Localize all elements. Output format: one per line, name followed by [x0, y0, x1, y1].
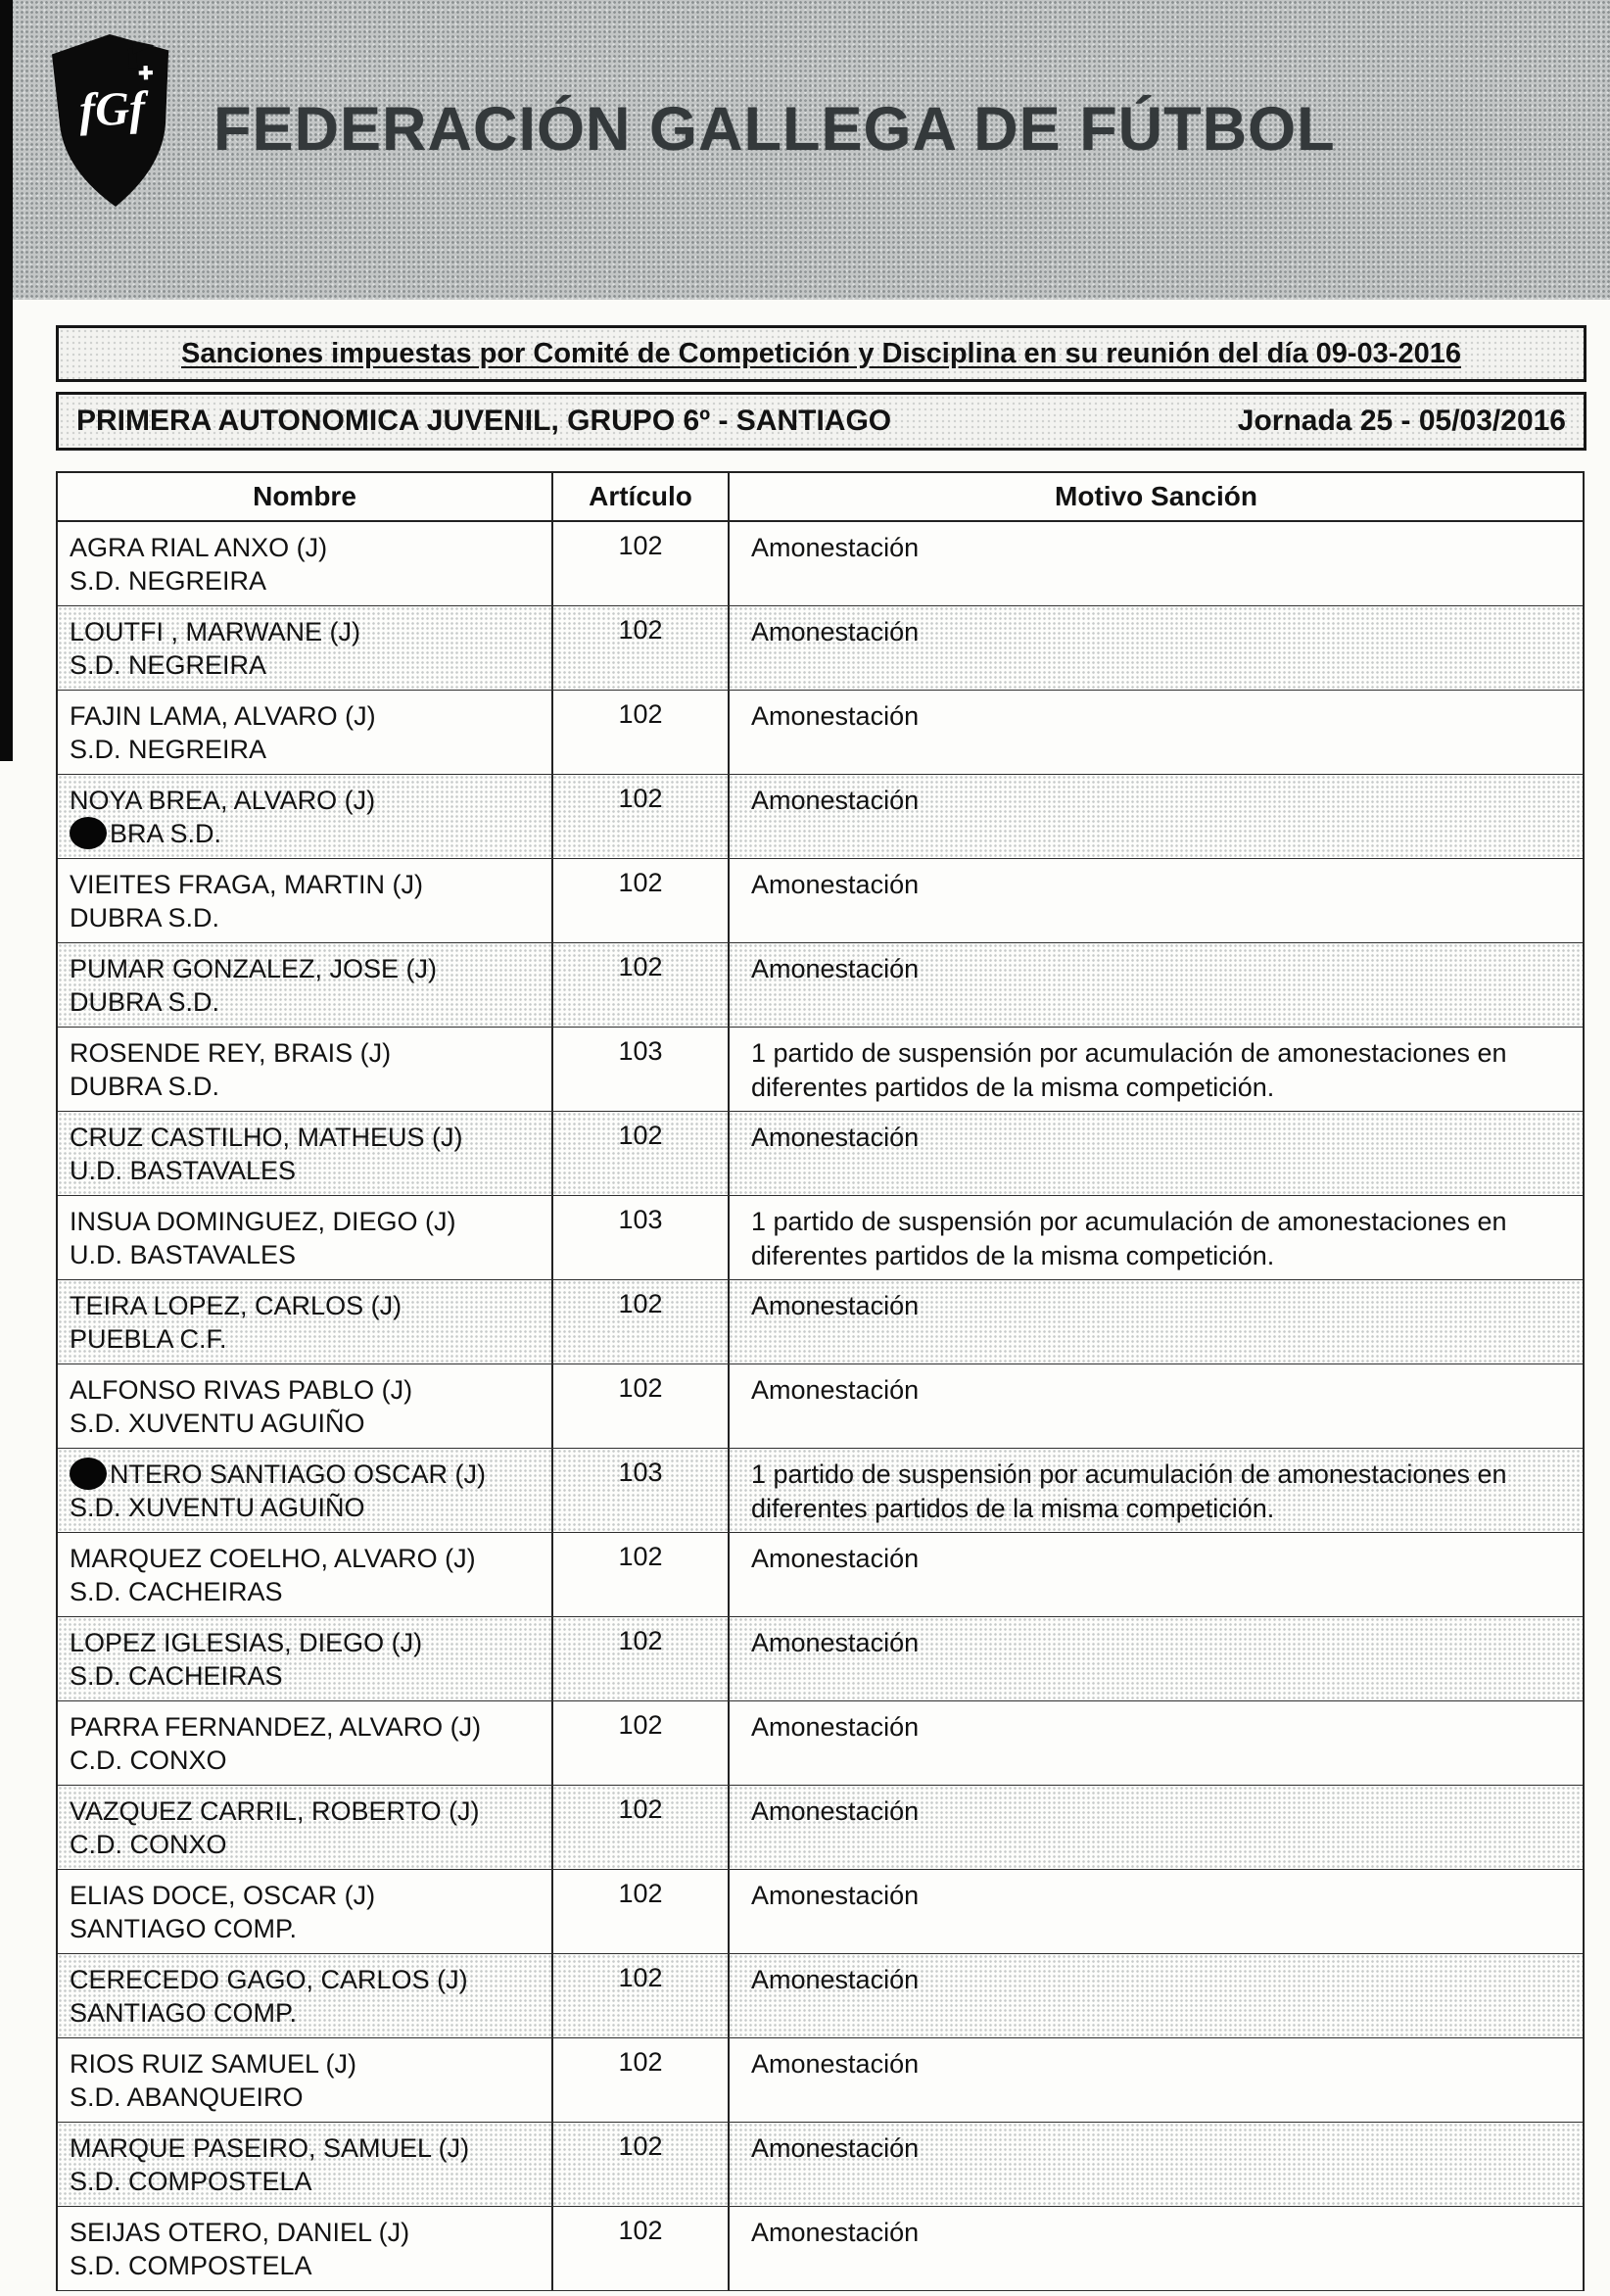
sanction-motive: Amonestación [751, 1375, 920, 1405]
name-cell [58, 1954, 551, 2037]
sanction-row [58, 859, 1583, 943]
sanction-row [58, 775, 1583, 859]
player-name: NTERO SANTIAGO OSCAR (J) [70, 1458, 544, 1491]
sanction-motive: Amonestación [751, 870, 920, 899]
sanction-row [58, 1364, 1583, 1449]
player-name: ELIAS DOCE, OSCAR (J) [70, 1881, 376, 1910]
club-name: S.D. XUVENTU AGUIÑO [70, 1493, 365, 1522]
article-number: 102 [551, 1112, 730, 1195]
name-cell [58, 1364, 551, 1448]
club-name: S.D. COMPOSTELA [70, 2167, 312, 2196]
sanction-motive: Amonestación [751, 954, 920, 983]
player-name: MARQUEZ COELHO, ALVARO (J) [70, 1544, 476, 1573]
name-cell [58, 1701, 551, 1785]
article-number: 102 [551, 859, 730, 942]
club-name: C.D. CONXO [70, 1830, 227, 1859]
federation-logo-icon [40, 27, 185, 215]
sanction-row [58, 2038, 1583, 2123]
sanction-motive: Amonestación [751, 1123, 920, 1152]
article-number: 102 [551, 1280, 730, 1363]
sanction-row [58, 1112, 1583, 1196]
scan-edge-artifact [0, 0, 13, 761]
competition-name: PRIMERA AUTONOMICA JUVENIL, GRUPO 6º - SANTIAGO [76, 405, 892, 437]
name-cell [58, 522, 551, 605]
org-name: FEDERACIÓN GALLEGA DE FÚTBOL [213, 95, 1336, 164]
sanction-motive: Amonestación [751, 1965, 920, 1994]
name-cell [58, 1112, 551, 1195]
sanction-row [58, 1617, 1583, 1701]
svg-text:fGf: fGf [78, 82, 147, 137]
club-name: S.D. COMPOSTELA [70, 2251, 312, 2280]
sanction-motive: Amonestación [751, 533, 920, 562]
sanction-motive: Amonestación [751, 2049, 920, 2079]
club-name: S.D. CACHEIRAS [70, 1577, 283, 1606]
club-name: S.D. NEGREIRA [70, 566, 267, 596]
player-name: ALFONSO RIVAS PABLO (J) [70, 1375, 413, 1405]
sanction-row [58, 2123, 1583, 2207]
competition-box [56, 392, 1586, 451]
sanction-row [58, 1449, 1583, 1533]
name-cell [58, 1449, 551, 1532]
name-cell [58, 691, 551, 774]
sanction-row [58, 691, 1583, 775]
name-cell [58, 2207, 551, 2290]
club-name: DUBRA S.D. [70, 1072, 220, 1101]
name-cell [58, 859, 551, 942]
sanction-row [58, 1196, 1583, 1280]
player-name: PUMAR GONZALEZ, JOSE (J) [70, 954, 438, 983]
name-cell [58, 606, 551, 690]
sanction-row [58, 1533, 1583, 1617]
sanction-row [58, 1954, 1583, 2038]
article-number: 102 [551, 522, 730, 605]
player-name: LOUTFI , MARWANE (J) [70, 617, 360, 646]
sanction-row [58, 1028, 1583, 1112]
club-name: S.D. NEGREIRA [70, 735, 267, 764]
name-cell [58, 2038, 551, 2122]
sanction-row [58, 1701, 1583, 1786]
sanction-motive: Amonestación [751, 1796, 920, 1826]
article-number: 102 [551, 775, 730, 858]
article-number: 102 [551, 2038, 730, 2122]
sanction-row [58, 2207, 1583, 2291]
player-name: TEIRA LOPEZ, CARLOS (J) [70, 1291, 402, 1320]
redaction-mark [70, 1458, 107, 1490]
article-number: 102 [551, 1364, 730, 1448]
club-name: U.D. BASTAVALES [70, 1156, 297, 1185]
player-name: SEIJAS OTERO, DANIEL (J) [70, 2218, 410, 2247]
sanction-row [58, 606, 1583, 691]
sanction-motive: Amonestación [751, 1712, 920, 1742]
jornada-label: Jornada 25 - 05/03/2016 [1237, 405, 1566, 437]
player-name: VIEITES FRAGA, MARTIN (J) [70, 870, 424, 899]
title-box [56, 325, 1586, 382]
sanction-motive: 1 partido de suspensión por acumulación de amonestaciones en diferentes partidos de la misma competición. [751, 1038, 1507, 1102]
club-name: S.D. NEGREIRA [70, 650, 267, 680]
column-header-articulo: Artículo [551, 473, 730, 520]
document-title: Sanciones impuestas por Comité de Competición y Disciplina en su reunión del día 09-03-2016 [181, 337, 1461, 369]
player-name: CERECEDO GAGO, CARLOS (J) [70, 1965, 468, 1994]
sanction-motive: Amonestación [751, 1628, 920, 1657]
club-name: S.D. XUVENTU AGUIÑO [70, 1409, 365, 1438]
article-number: 102 [551, 1701, 730, 1785]
article-number: 102 [551, 2123, 730, 2206]
club-name: DUBRA S.D. [70, 903, 220, 933]
article-number: 102 [551, 606, 730, 690]
player-name: PARRA FERNANDEZ, ALVARO (J) [70, 1712, 482, 1742]
sanction-motive: Amonestación [751, 617, 920, 646]
player-name: RIOS RUIZ SAMUEL (J) [70, 2049, 357, 2079]
club-name: PUEBLA C.F. [70, 1324, 227, 1354]
sanction-row [58, 522, 1583, 606]
player-name: INSUA DOMINGUEZ, DIEGO (J) [70, 1207, 456, 1236]
article-number: 103 [551, 1196, 730, 1279]
article-number: 103 [551, 1449, 730, 1532]
name-cell [58, 943, 551, 1027]
document-header [0, 0, 1610, 300]
article-number: 102 [551, 943, 730, 1027]
club-name: C.D. CONXO [70, 1746, 227, 1775]
article-number: 102 [551, 1786, 730, 1869]
club-name: BRA S.D. [70, 817, 544, 850]
sanction-motive: 1 partido de suspensión por acumulación de amonestaciones en diferentes partidos de la misma competición. [751, 1459, 1507, 1523]
name-cell [58, 1786, 551, 1869]
player-name: LOPEZ IGLESIAS, DIEGO (J) [70, 1628, 423, 1657]
club-name: SANTIAGO COMP. [70, 1998, 298, 2028]
player-name: FAJIN LAMA, ALVARO (J) [70, 701, 376, 731]
article-number: 102 [551, 1533, 730, 1616]
article-number: 102 [551, 1617, 730, 1700]
sanction-motive: Amonestación [751, 2133, 920, 2163]
player-name: VAZQUEZ CARRIL, ROBERTO (J) [70, 1796, 480, 1826]
sanction-motive: Amonestación [751, 2218, 920, 2247]
sanction-motive: Amonestación [751, 701, 920, 731]
article-number: 102 [551, 2207, 730, 2290]
article-number: 102 [551, 1870, 730, 1953]
club-name: U.D. BASTAVALES [70, 1240, 297, 1269]
sanctions-table-body [58, 522, 1583, 2291]
player-name: NOYA BREA, ALVARO (J) [70, 786, 376, 815]
redaction-mark [70, 817, 107, 849]
player-name: AGRA RIAL ANXO (J) [70, 533, 328, 562]
player-name: CRUZ CASTILHO, MATHEUS (J) [70, 1123, 463, 1152]
name-cell [58, 1280, 551, 1363]
club-name: DUBRA S.D. [70, 987, 220, 1017]
player-name: ROSENDE REY, BRAIS (J) [70, 1038, 392, 1068]
sanction-motive: 1 partido de suspensión por acumulación de amonestaciones en diferentes partidos de la misma competición. [751, 1207, 1507, 1270]
club-name: S.D. ABANQUEIRO [70, 2082, 304, 2112]
article-number: 103 [551, 1028, 730, 1111]
name-cell [58, 775, 551, 858]
column-header-nombre: Nombre [253, 481, 356, 511]
name-cell [58, 1028, 551, 1111]
sanction-row [58, 1870, 1583, 1954]
club-name: SANTIAGO COMP. [70, 1914, 298, 1943]
sanction-row [58, 1786, 1583, 1870]
sanction-motive: Amonestación [751, 786, 920, 815]
table-header-row [58, 473, 1583, 522]
player-name: MARQUE PASEIRO, SAMUEL (J) [70, 2133, 470, 2163]
name-cell [58, 1870, 551, 1953]
article-number: 102 [551, 1954, 730, 2037]
name-cell [58, 1196, 551, 1279]
name-cell [58, 2123, 551, 2206]
sanction-row [58, 1280, 1583, 1364]
column-header-motivo: Motivo Sanción [1055, 481, 1257, 511]
club-name: S.D. CACHEIRAS [70, 1661, 283, 1691]
sanction-motive: Amonestación [751, 1881, 920, 1910]
sanction-row [58, 943, 1583, 1028]
article-number: 102 [551, 691, 730, 774]
sanctions-table [56, 471, 1585, 2291]
name-cell [58, 1617, 551, 1700]
sanction-motive: Amonestación [751, 1544, 920, 1573]
name-cell [58, 1533, 551, 1616]
sanction-motive: Amonestación [751, 1291, 920, 1320]
